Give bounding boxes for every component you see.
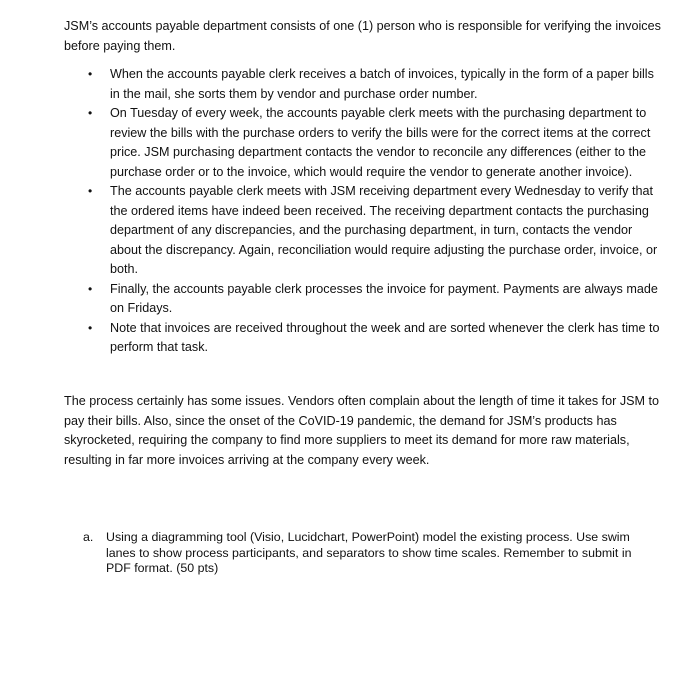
intro-paragraph: JSM’s accounts payable department consists of one (1) person who is responsible for verifying the invoices before paying them.: [64, 19, 661, 53]
list-item: [64, 319, 664, 358]
list-item: [64, 280, 664, 319]
list-item: [64, 104, 664, 182]
bullet-icon: •: [88, 106, 93, 120]
list-item-text: When the accounts payable clerk receives a batch of invoices, typically in the form of a paper bills in the mail, she sorts them by vendor and purchase order number.: [110, 67, 654, 101]
list-item-text: On Tuesday of every week, the accounts payable clerk meets with the purchasing department to review the bills with the purchase orders to verify the bills were for the correct items at the correct price. JSM purchasing department contacts the vendor to reconcile any differences (either to the purchase order or to the invoice, which would require the vendor to generate another invoice).: [110, 106, 651, 179]
list-item-text: The accounts payable clerk meets with JSM receiving department every Wednesday to verify that the ordered items have indeed been received. The receiving department contacts the purchasing department of any discrepancies, and the purchasing department, in turn, contacts the vendor about the discrepancy. Again, reconciliation would require adjusting the purchase order, invoice, or both.: [110, 184, 658, 276]
bullet-icon: •: [88, 67, 93, 81]
process-steps-list: [64, 65, 664, 358]
list-item: [64, 65, 664, 104]
bullet-icon: •: [88, 320, 93, 335]
process-issues-paragraph: The process certainly has some issues. Vendors often complain about the length of time it takes for JSM to pay their bills. Also, since the onset of the CoVID-19 pandemic, the demand for JSM’s products has skyrocketed, requiring the company to find more suppliers to meet its demand for more raw materials, resulting in far more invoices arriving at the company every week.: [64, 394, 660, 467]
list-item-text: Finally, the accounts payable clerk processes the invoice for payment. Payments are always made on Fridays.: [110, 281, 658, 315]
task-letter: a.: [83, 530, 94, 544]
task-item: [83, 530, 643, 577]
list-item-text: Note that invoices are received throughout the week and are sorted whenever the clerk has time to perform that task.: [110, 320, 660, 354]
bullet-icon: •: [88, 184, 93, 198]
task-text: Using a diagramming tool (Visio, Lucidchart, PowerPoint) model the existing process. Use swim lanes to show process participants, and separators to show time scales. Remember to submit in PDF format. (50 pts): [106, 530, 632, 575]
bullet-icon: •: [88, 281, 93, 296]
list-item: [64, 182, 664, 280]
